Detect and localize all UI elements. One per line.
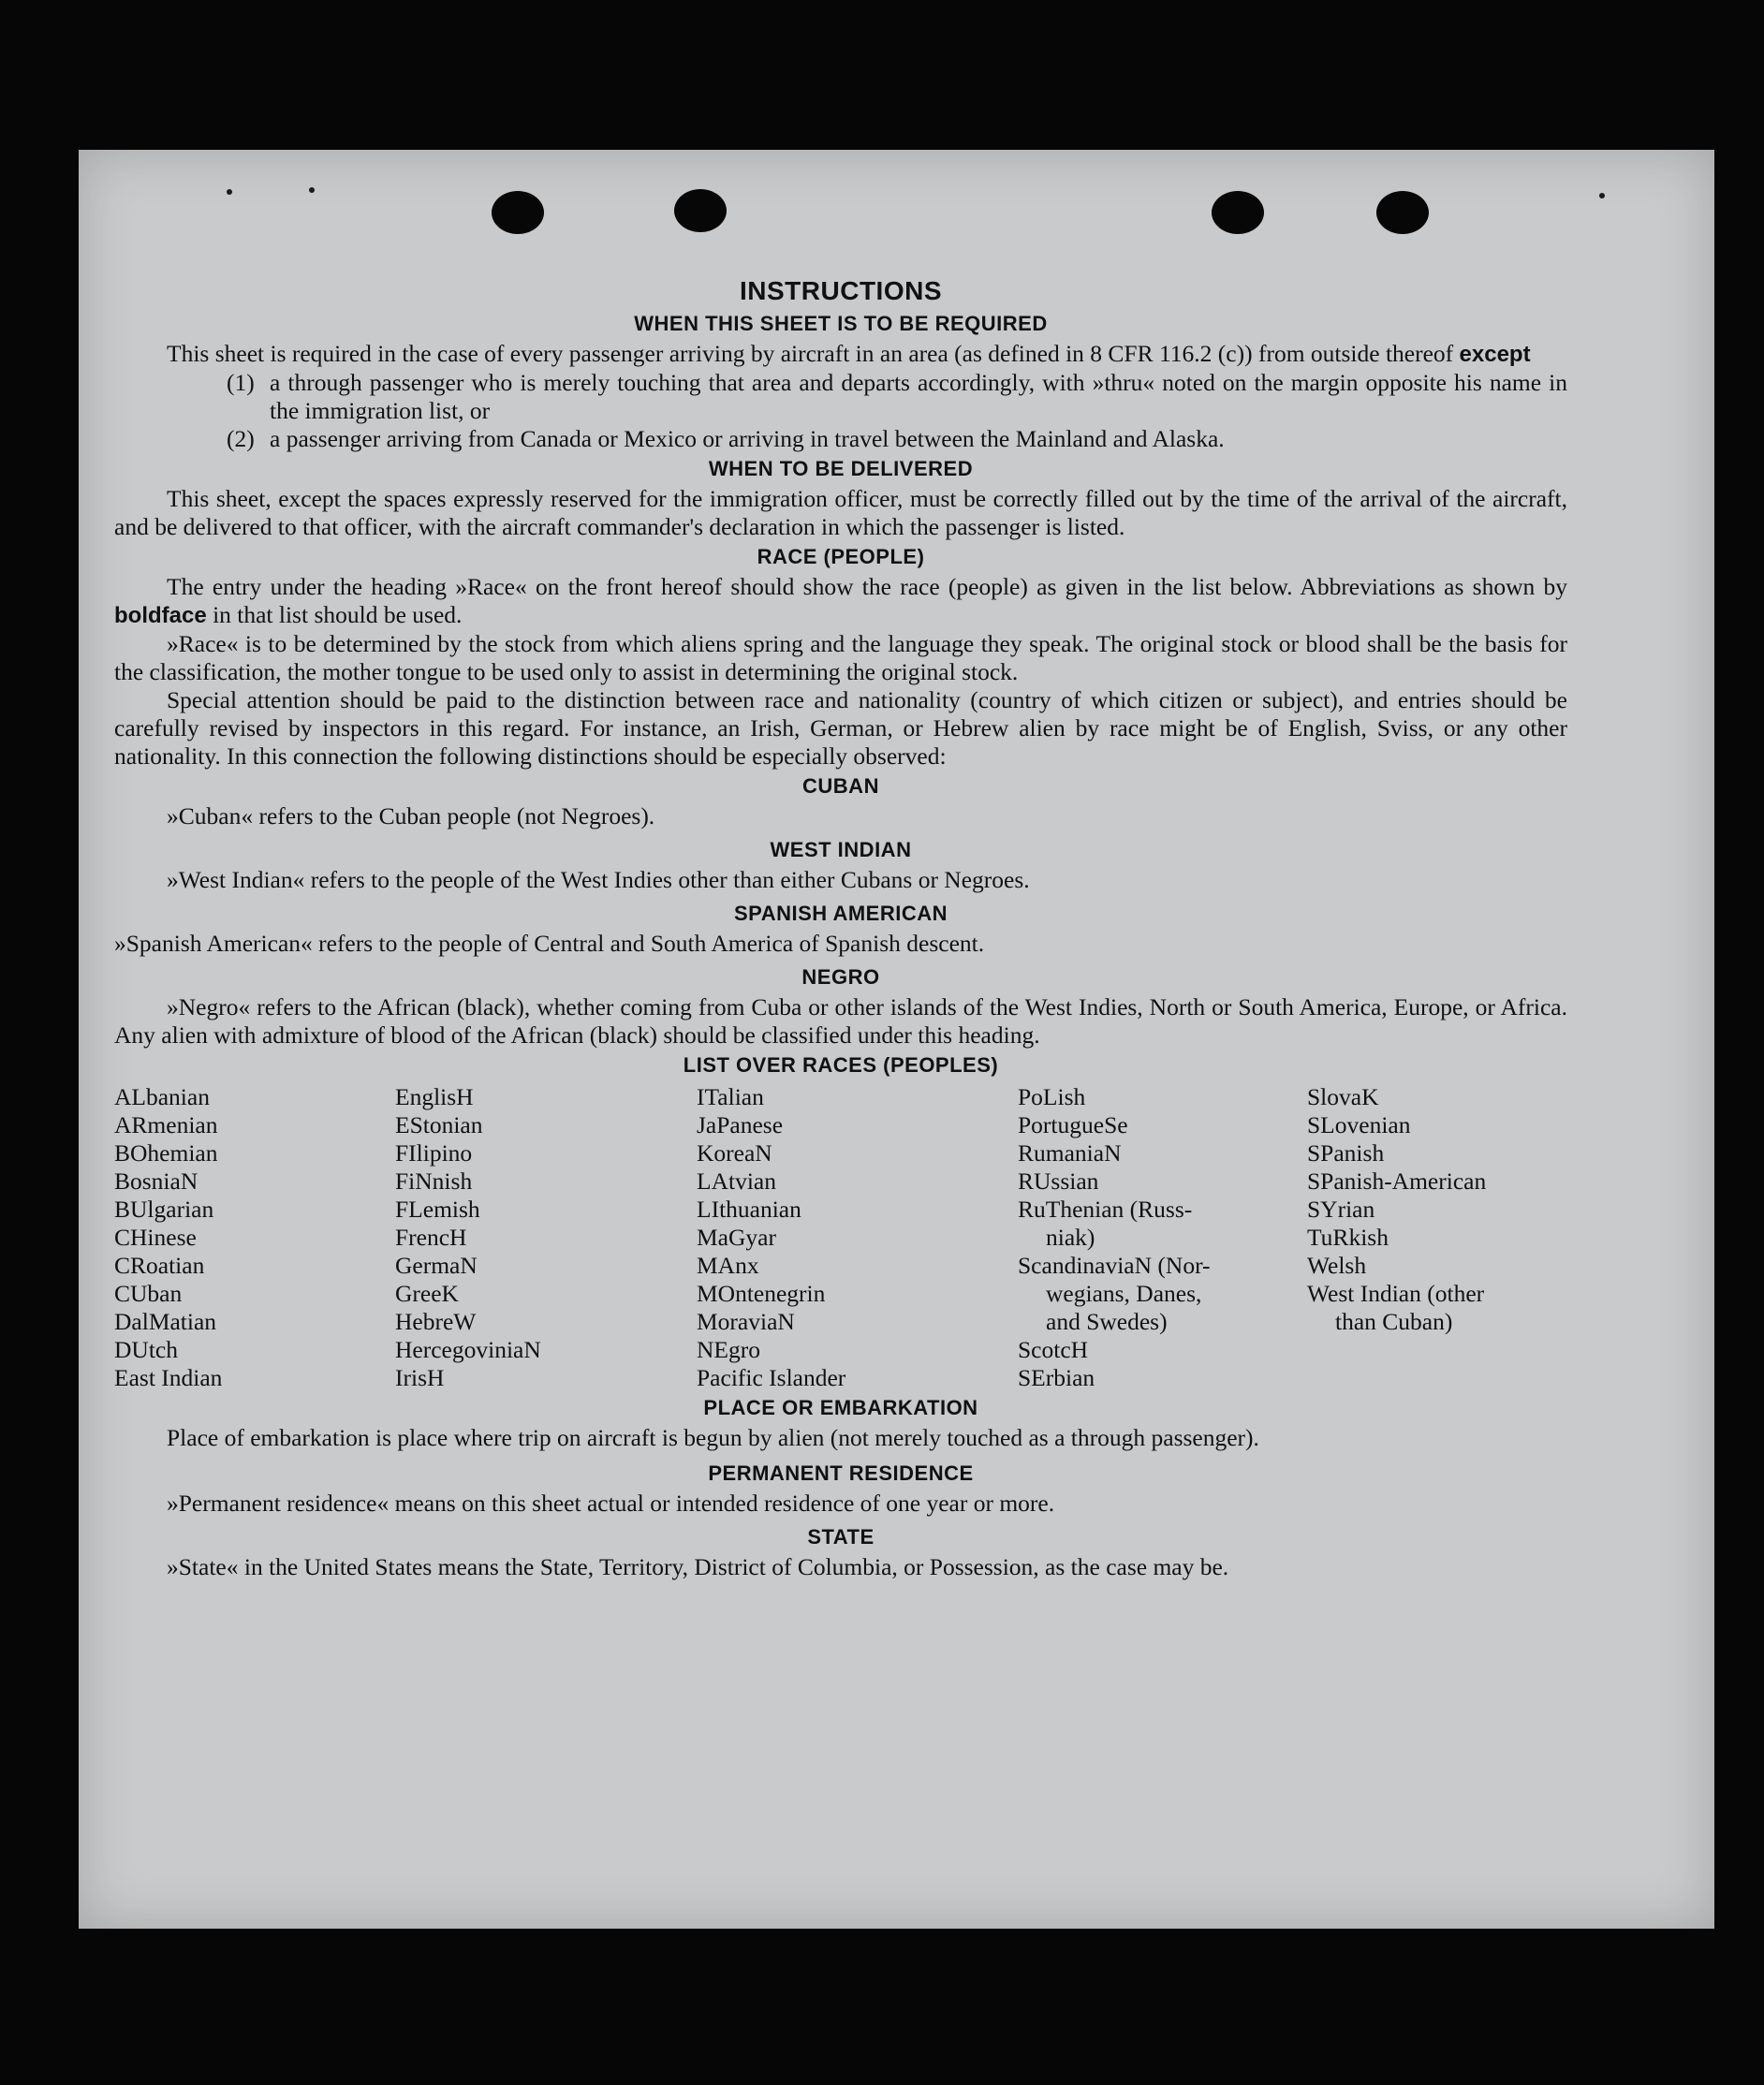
- list-item: MaGyar: [697, 1224, 776, 1251]
- list-item: and Swedes): [1046, 1308, 1168, 1335]
- list-item: CUban: [114, 1280, 183, 1307]
- list-item: West Indian (other: [1307, 1280, 1485, 1307]
- speck: [227, 189, 232, 195]
- list-item: ITalian: [697, 1083, 764, 1110]
- list-item: IrisH: [395, 1364, 445, 1391]
- paragraph: »Cuban« refers to the Cuban people (not Negroes).: [167, 802, 655, 830]
- section-heading-negro: NEGRO: [801, 965, 880, 989]
- list-item: FiNnish: [395, 1167, 473, 1195]
- paragraph: »Race« is to be determined by the stock from which aliens spring and the language they speak. The original stock or blood shall be the basis for the classification, the mother tongue to be used only to assist in determining the original stock.: [114, 630, 1567, 685]
- paragraph: The entry under the heading »Race« on the front hereof should show the race (people) as given in the list below. Abbreviations as shown by boldface in that list should be used.: [114, 573, 1567, 628]
- list-item: BOhemian: [114, 1139, 218, 1167]
- paragraph: »West Indian« refers to the people of the West Indies other than either Cubans or Negroes.: [167, 866, 1030, 893]
- section-heading-west-indian: WEST INDIAN: [770, 838, 912, 861]
- list-item: EnglisH: [395, 1083, 474, 1110]
- list-item: SPanish: [1307, 1139, 1385, 1167]
- list-item: SLovenian: [1307, 1111, 1411, 1138]
- section-heading-permanent-residence: PERMANENT RESIDENCE: [708, 1461, 974, 1485]
- page-title: INSTRUCTIONS: [740, 276, 942, 305]
- race-column: [1018, 1083, 1307, 1392]
- list-item: RumaniaN: [1018, 1139, 1122, 1167]
- list-item: wegians, Danes,: [1046, 1280, 1202, 1307]
- list-item: CRoatian: [114, 1252, 205, 1279]
- list-item: ScandinaviaN (Nor-: [1018, 1252, 1211, 1279]
- list-item: HebreW: [395, 1308, 477, 1335]
- section-heading-when-required: WHEN THIS SHEET IS TO BE REQUIRED: [634, 312, 1048, 335]
- paragraph: »Spanish American« refers to the people of Central and South America of Spanish descent.: [114, 930, 985, 957]
- list-item: DUtch: [114, 1336, 178, 1363]
- list-item: MAnx: [697, 1252, 759, 1279]
- list-item: RuThenian (Russ-: [1018, 1196, 1193, 1223]
- list-item: (1) a through passenger who is merely touching that area and departs accordingly, with »thru« noted on the margin opposite his name in the immigration list, or: [227, 369, 1567, 424]
- list-item: BosniaN: [114, 1167, 198, 1195]
- paragraph: »State« in the United States means the State, Territory, District of Columbia, or Possession, as the case may be.: [167, 1553, 1229, 1580]
- section-heading-cuban: CUBAN: [802, 774, 879, 798]
- list-item: HercegoviniaN: [395, 1336, 541, 1363]
- list-item: RUssian: [1018, 1167, 1099, 1195]
- list-item: EStonian: [395, 1111, 483, 1138]
- list-item: SErbian: [1018, 1364, 1095, 1391]
- race-column: [697, 1083, 1018, 1392]
- paragraph: This sheet is required in the case of every passenger arriving by aircraft in an area (as defined in 8 CFR 116.2 (c)) from outside thereof except: [167, 340, 1531, 367]
- instructions-content: [114, 276, 1567, 1581]
- list-item: LAtvian: [697, 1167, 776, 1195]
- list-item: East Indian: [114, 1364, 223, 1391]
- paragraph: »Negro« refers to the African (black), whether coming from Cuba or other islands of the West Indies, North or South America, Europe, or Africa. Any alien with admixture of blood of the African (black) should be classified under this heading.: [114, 993, 1567, 1049]
- list-item: FIlipino: [395, 1139, 473, 1167]
- list-item: SPanish-American: [1307, 1167, 1487, 1195]
- race-column: [114, 1083, 395, 1392]
- list-item: BUlgarian: [114, 1196, 214, 1223]
- list-item: GermaN: [395, 1252, 478, 1279]
- list-item: ScotcH: [1018, 1336, 1089, 1363]
- list-item: ALbanian: [114, 1083, 210, 1110]
- list-item: SYrian: [1307, 1196, 1375, 1223]
- paragraph: Place of embarkation is place where trip on aircraft is begun by alien (not merely touched as a through passenger).: [167, 1424, 1259, 1451]
- speck: [309, 187, 315, 193]
- section-heading-race: RACE (PEOPLE): [757, 545, 925, 568]
- section-heading-race-list: LIST OVER RACES (PEOPLES): [683, 1053, 999, 1077]
- punch-hole: [674, 189, 727, 232]
- speck: [1599, 193, 1605, 198]
- list-item: SlovaK: [1307, 1083, 1379, 1110]
- list-item: Pacific Islander: [697, 1364, 846, 1391]
- list-item: JaPanese: [697, 1111, 784, 1138]
- list-item: GreeK: [395, 1280, 459, 1307]
- list-item: FLemish: [395, 1196, 480, 1223]
- paragraph: »Permanent residence« means on this sheet actual or intended residence of one year or more.: [167, 1490, 1055, 1517]
- punch-hole: [1212, 191, 1264, 234]
- punch-hole: [1376, 191, 1429, 234]
- list-item: NEgro: [697, 1336, 760, 1363]
- list-item: Welsh: [1307, 1252, 1367, 1279]
- list-item: KoreaN: [697, 1139, 772, 1167]
- section-heading-embarkation: PLACE OR EMBARKATION: [703, 1396, 978, 1419]
- list-item: PoLish: [1018, 1083, 1086, 1110]
- list-item: FrencH: [395, 1224, 467, 1251]
- list-item: DalMatian: [114, 1308, 217, 1335]
- list-item: CHinese: [114, 1224, 197, 1251]
- list-item: niak): [1046, 1224, 1095, 1251]
- list-item: MOntenegrin: [697, 1280, 826, 1307]
- paragraph: Special attention should be paid to the distinction between race and nationality (country of which citizen or subject), and entries should be carefully revised by inspectors in this regard. For instance, an Irish, German, or Hebrew alien by race might be of English, Sviss, or any other nationality. In this connection the following distinctions should be especially observed:: [114, 686, 1567, 770]
- list-item: LIthuanian: [697, 1196, 801, 1223]
- section-heading-state: STATE: [807, 1525, 875, 1549]
- document-sheet: [79, 150, 1714, 1929]
- list-item: than Cuban): [1335, 1308, 1453, 1335]
- race-column: [395, 1083, 697, 1392]
- list-item: (2) a passenger arriving from Canada or Mexico or arriving in travel between the Mainland and Alaska.: [227, 425, 1225, 452]
- list-item: PortugueSe: [1018, 1111, 1128, 1138]
- punch-hole: [492, 191, 544, 234]
- list-item: ARmenian: [114, 1111, 218, 1138]
- race-list: [114, 1083, 1567, 1392]
- list-item: TuRkish: [1307, 1224, 1389, 1251]
- list-item: MoraviaN: [697, 1308, 795, 1335]
- section-heading-when-delivered: WHEN TO BE DELIVERED: [708, 457, 974, 480]
- paragraph: This sheet, except the spaces expressly reserved for the immigration officer, must be correctly filled out by the time of the arrival of the aircraft, and be delivered to that officer, with the aircraft commander's declaration in which the passenger is listed.: [114, 485, 1567, 540]
- race-column: [1307, 1083, 1551, 1392]
- section-heading-spanish-american: SPANISH AMERICAN: [733, 902, 948, 925]
